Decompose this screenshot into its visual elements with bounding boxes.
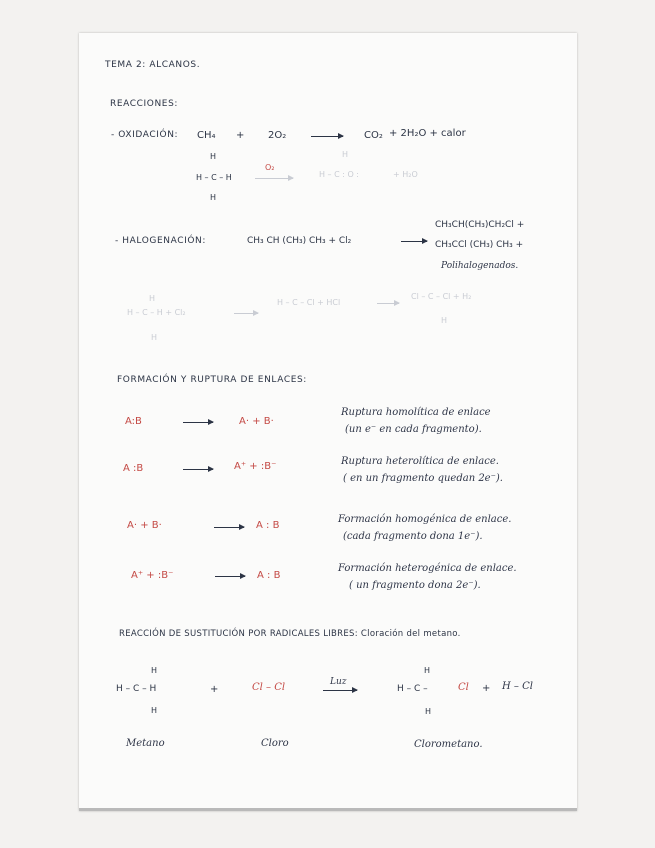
- methane-main: H – C – H: [116, 684, 157, 694]
- methane-h-bottom: H: [151, 706, 158, 715]
- row2-right: A⁺ + :B⁻: [234, 461, 277, 472]
- row3-desc2: (cada fragmento dona 1e⁻).: [343, 531, 483, 542]
- name-clorometano: Clorometano.: [414, 739, 483, 750]
- ox-struct-r-h: H: [342, 150, 349, 159]
- hal-faint-h-right: H: [441, 316, 448, 325]
- row1-arrow: [183, 422, 213, 423]
- name-cloro: Cloro: [261, 738, 289, 749]
- row2-desc2: ( en un fragmento quedan 2e⁻).: [343, 473, 503, 484]
- ox-arrow-label: O₂: [265, 163, 275, 172]
- hal-product-2: CH₃CCl (CH₃) CH₃ +: [435, 240, 524, 250]
- row4-desc1: Formación heterogénica de enlace.: [338, 563, 517, 574]
- ox-struct-arrow: [255, 178, 293, 179]
- ox-co2: CO₂: [364, 130, 383, 141]
- row3-desc1: Formación homogénica de enlace.: [338, 514, 512, 525]
- row1-right: A· + B·: [239, 416, 274, 427]
- row4-right: A : B: [257, 570, 281, 581]
- ox-struct-r-main: H – C : O :: [319, 170, 360, 179]
- product-main: H – C –: [397, 684, 428, 694]
- name-metano: Metano: [126, 738, 165, 749]
- sust-arrow-label: Luz: [330, 677, 347, 687]
- oxidacion-label: - OXIDACIÓN:: [111, 130, 179, 140]
- hal-product-3: Polihalogenados.: [441, 261, 519, 271]
- row4-desc2: ( un fragmento dona 2e⁻).: [349, 580, 481, 591]
- ox-products: + 2H₂O + calor: [389, 128, 466, 139]
- hal-faint-h-top: H: [149, 294, 156, 303]
- ox-struct-r-water: + H₂O: [393, 170, 418, 179]
- row4-arrow: [215, 576, 245, 577]
- hal-faint-h-bottom: H: [151, 333, 158, 342]
- sust-chlorine: Cl – Cl: [252, 682, 286, 693]
- ox-struct-h-top: H: [210, 152, 217, 161]
- methane-h-top: H: [151, 666, 158, 675]
- ruptura-heading: FORMACIÓN Y RUPTURA DE ENLACES:: [117, 375, 307, 385]
- sust-arrow: [323, 690, 357, 691]
- product-h-bottom: H: [425, 707, 432, 716]
- reacciones-heading: REACCIONES:: [110, 99, 179, 109]
- halogenacion-label: - HALOGENACIÓN:: [115, 236, 206, 246]
- ox-arrow: [311, 136, 343, 137]
- row3-left: A· + B·: [127, 520, 162, 531]
- sustitucion-heading: REACCIÓN DE SUSTITUCIÓN POR RADICALES LIBRES: Cloración del metano.: [119, 629, 461, 639]
- hal-faint-arrow-2: [377, 303, 399, 304]
- hal-faint-arrow-1: [234, 313, 258, 314]
- hal-product-1: CH₃CH(CH₃)CH₂Cl +: [435, 220, 525, 230]
- row3-arrow: [214, 527, 244, 528]
- row4-left: A⁺ + :B⁻: [131, 570, 174, 581]
- row1-left: A:B: [125, 416, 142, 427]
- page-title: TEMA 2: ALCANOS.: [105, 60, 201, 70]
- hal-faint-2: H – C – Cl + HCl: [277, 298, 341, 307]
- notebook-page: [79, 33, 577, 811]
- product-cl: Cl: [458, 682, 469, 693]
- hal-reactant: CH₃ CH (CH₃) CH₃ + Cl₂: [247, 236, 352, 246]
- hal-faint-3: Cl – C – Cl + H₂: [411, 292, 472, 301]
- sust-plus: +: [210, 684, 219, 695]
- row2-left: A :B: [123, 463, 144, 474]
- row2-arrow: [183, 469, 213, 470]
- ox-struct-h-bottom: H: [210, 193, 217, 202]
- row3-right: A : B: [256, 520, 280, 531]
- ox-o2: 2O₂: [268, 130, 287, 141]
- row1-desc2: (un e⁻ en cada fragmento).: [345, 424, 482, 435]
- row2-desc1: Ruptura heterolítica de enlace.: [341, 456, 499, 467]
- row1-desc1: Ruptura homolítica de enlace: [341, 407, 491, 418]
- product-hcl: H – Cl: [502, 681, 533, 692]
- product-h-top: H: [424, 666, 431, 675]
- ox-plus: +: [236, 130, 245, 141]
- product-plus: +: [482, 683, 491, 694]
- hal-arrow: [401, 241, 427, 242]
- hal-faint-1: H – C – H + Cl₂: [127, 308, 186, 317]
- ox-struct-main: H – C – H: [196, 173, 232, 182]
- ox-ch4: CH₄: [197, 130, 216, 141]
